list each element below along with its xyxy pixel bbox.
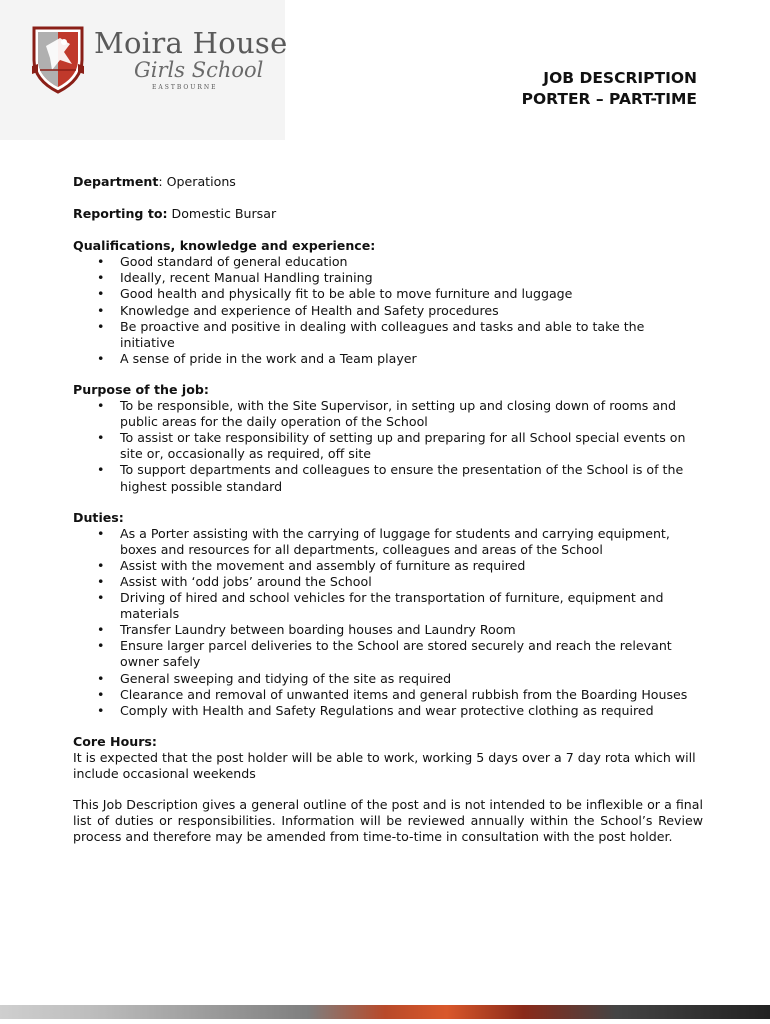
list-item: • Assist with the movement and assembly of furniture as required [73, 558, 703, 574]
list-item: • Clearance and removal of unwanted items and general rubbish from the Boarding Houses [73, 687, 703, 703]
list-item: • To support departments and colleagues to ensure the presentation of the School is of the highest possible standard [73, 462, 703, 494]
list-item: • To be responsible, with the Site Supervisor, in setting up and closing down of rooms and public areas for the daily operation of the School [73, 398, 703, 430]
title-line-1: JOB DESCRIPTION [543, 69, 697, 87]
purpose-list [73, 398, 703, 495]
list-item: • Good health and physically fit to be able to move furniture and luggage [73, 286, 703, 302]
closing-paragraph: This Job Description gives a general outline of the post and is not intended to be inflexible or a final list of duties or responsibilities. Information will be reviewed annually within the School’s Review process and therefore may be amended from time-to-time in consultation with the post holder. [73, 797, 703, 845]
document-title [522, 68, 697, 110]
list-item: • A sense of pride in the work and a Team player [73, 351, 703, 367]
duties-section [73, 510, 703, 719]
duties-list [73, 526, 703, 719]
school-logo [0, 0, 288, 140]
list-item: • Good standard of general education [73, 254, 703, 270]
list-item: • Ensure larger parcel deliveries to the School are stored securely and reach the relevant owner safely [73, 638, 703, 670]
footer-color-bar [0, 1005, 770, 1019]
purpose-heading: Purpose of the job: [73, 381, 209, 397]
core-hours-text: It is expected that the post holder will be able to work, working 5 days over a 7 day rota which will include occasional weekends [73, 749, 696, 781]
list-item: • Transfer Laundry between boarding houses and Laundry Room [73, 622, 703, 638]
department-label: Department [73, 174, 159, 189]
reporting-value: Domestic Bursar [167, 206, 277, 222]
duties-heading: Duties: [73, 509, 124, 525]
list-item: • Driving of hired and school vehicles for the transportation of furniture, equipment and materials [73, 590, 703, 622]
document-body [73, 174, 703, 860]
purpose-section [73, 382, 703, 495]
school-name: Moira House [94, 26, 288, 60]
qualifications-section [73, 238, 703, 367]
core-hours-heading: Core Hours: [73, 733, 157, 749]
department-value: : Operations [158, 174, 236, 189]
core-hours-section [73, 734, 703, 782]
school-subtitle: Girls School [134, 58, 264, 82]
list-item: • Be proactive and positive in dealing with colleagues and tasks and able to take the initiative [73, 319, 703, 351]
title-line-2: PORTER – PART-TIME [521, 90, 697, 108]
list-item: • Assist with ‘odd jobs’ around the School [73, 574, 703, 590]
school-crest-icon [30, 24, 86, 94]
department-field [73, 174, 703, 190]
qualifications-list [73, 254, 703, 367]
list-item: • Knowledge and experience of Health and Safety procedures [73, 303, 703, 319]
school-town: EASTBOURNE [152, 84, 218, 91]
reporting-field [73, 206, 703, 222]
list-item: • To assist or take responsibility of setting up and preparing for all School special events on site or, occasionally as required, off site [73, 430, 703, 462]
list-item: • General sweeping and tidying of the site as required [73, 671, 703, 687]
qualifications-heading: Qualifications, knowledge and experience: [73, 238, 376, 254]
list-item: • Ideally, recent Manual Handling training [73, 270, 703, 286]
list-item: • Comply with Health and Safety Regulations and wear protective clothing as required [73, 703, 703, 719]
list-item: • As a Porter assisting with the carrying of luggage for students and carrying equipment, boxes and resources for all departments, colleagues and areas of the School [73, 526, 703, 558]
reporting-label: Reporting to: [73, 206, 168, 222]
